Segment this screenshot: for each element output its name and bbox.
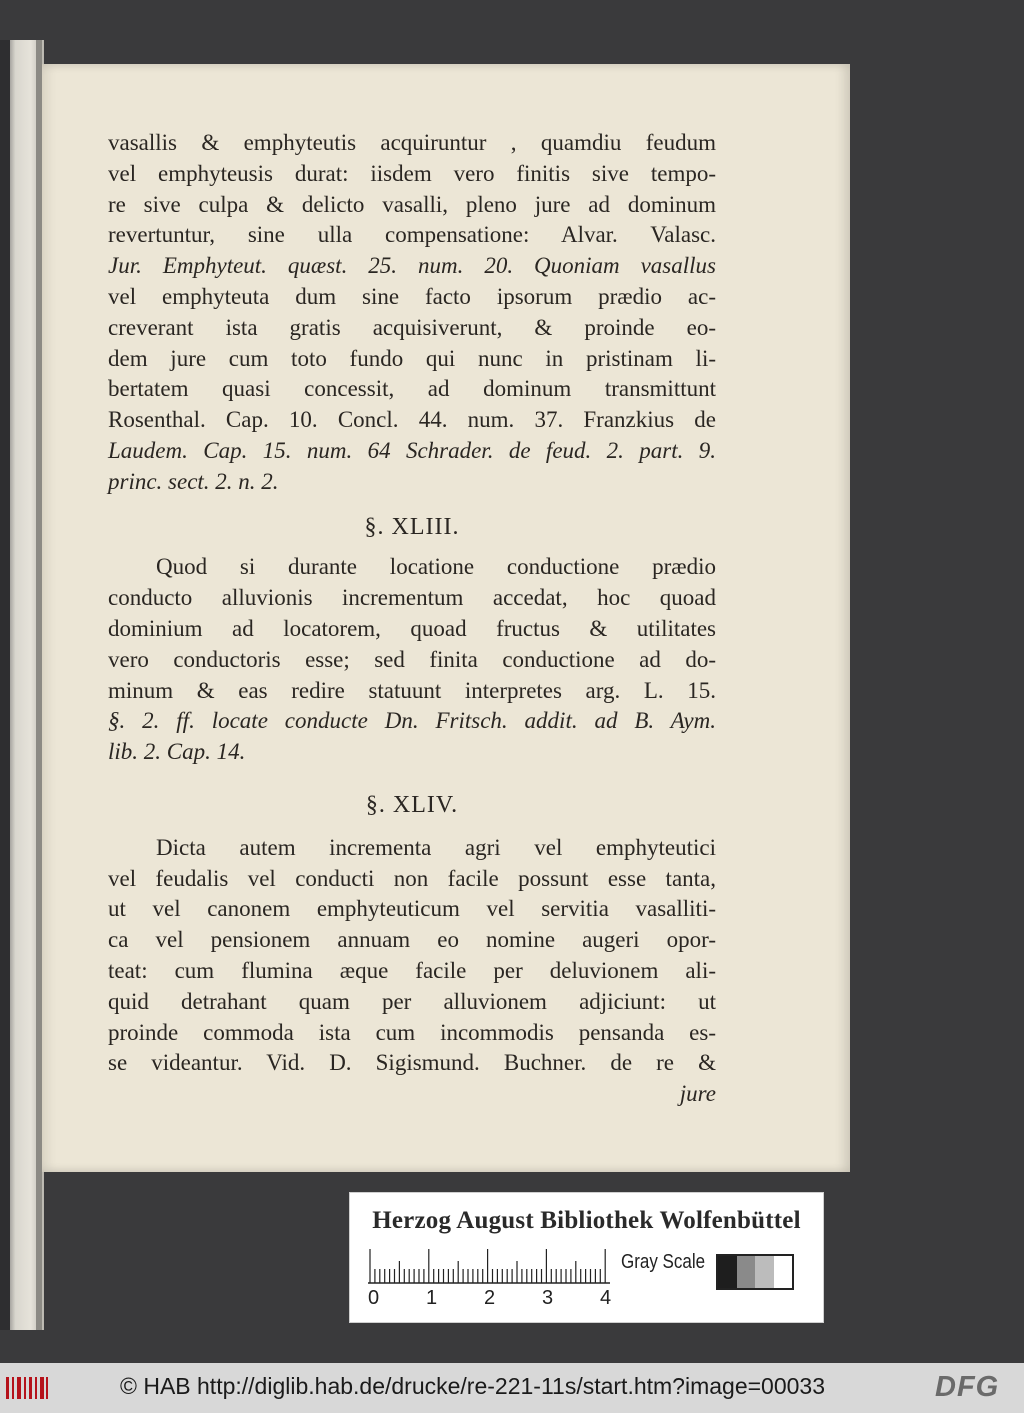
text-line: revertuntur, sine ulla compensatione: Alvar. Valasc. (108, 222, 716, 248)
gray-scale-swatches (716, 1254, 794, 1290)
text-line: Rosenthal. Cap. 10. Concl. 44. num. 37. Franzkius de (108, 407, 716, 433)
gray-swatch-3 (755, 1256, 774, 1288)
ruler-number: 4 (600, 1287, 612, 1309)
section-heading-xliv: §. XLIV. (365, 791, 459, 818)
hab-barcode-icon (6, 1377, 48, 1399)
ruler-scale (368, 1249, 610, 1285)
gray-swatch-4 (774, 1256, 793, 1288)
text-line: vel emphyteuta dum sine facto ipsorum prædio ac- (108, 283, 716, 309)
copyright-url: © HAB http://diglib.hab.de/drucke/re-221-11s/start.htm?image=00033 (120, 1373, 826, 1399)
text-line: lib. 2. Cap. 14. (108, 739, 246, 765)
text-line: quid detrahant quam per alluvionem adjiciunt: ut (108, 988, 716, 1014)
gray-scale-label: Gray Scale (621, 1251, 706, 1273)
text-line: conducto alluvionis incrementum accedat, hoc quoad (108, 585, 716, 611)
text-line: vero conductoris esse; sed finita conductione ad do- (108, 646, 716, 672)
text-line: Jur. Emphyteut. quæst. 25. num. 20. Quoniam vasallus (108, 253, 716, 279)
text-line: vel emphyteusis durat: iisdem vero finitis sive tempo- (108, 160, 716, 186)
dfg-logo: DFG (935, 1371, 1000, 1403)
library-color-label (349, 1192, 824, 1323)
gray-swatch-1 (718, 1256, 737, 1288)
text-line: minum & eas redire statuunt interpretes arg. L. 15. (108, 677, 716, 703)
library-name: Herzog August Bibliothek Wolfenbüttel (372, 1207, 801, 1234)
text-line: Dicta autem incrementa agri vel emphyteutici (156, 834, 716, 860)
ruler-numbers (360, 1287, 620, 1311)
ruler-number: 3 (542, 1287, 554, 1309)
text-line: ut vel canonem emphyteuticum vel servitia vasalliti- (108, 896, 716, 922)
text-line: Laudem. Cap. 15. num. 64 Schrader. de feud. 2. part. 9. (108, 437, 716, 463)
ruler-number: 2 (484, 1287, 496, 1309)
catchword: jure (679, 1081, 716, 1107)
book-binding-strip (0, 40, 10, 1330)
footer-bar (0, 1363, 1024, 1413)
text-line: bertatem quasi concessit, ad dominum transmittunt (108, 376, 716, 402)
text-line: dominium ad locatorem, quoad fructus & utilitates (108, 615, 716, 641)
text-line: vasallis & emphyteutis acquiruntur , quamdiu feudum (108, 130, 716, 155)
gray-swatch-2 (737, 1256, 756, 1288)
book-left-edge (0, 40, 44, 1330)
text-line: teat: cum flumina æque facile per deluvionem ali- (108, 957, 716, 983)
text-line: proinde commoda ista cum incommodis pensanda es- (108, 1019, 716, 1045)
page-text-block (108, 128, 716, 1110)
text-line: re sive culpa & delicto vasalli, pleno jure ad dominum (108, 191, 716, 217)
text-line: §. 2. ff. locate conducte Dn. Fritsch. addit. ad B. Aym. (108, 708, 716, 734)
text-line: princ. sect. 2. n. 2. (108, 468, 279, 494)
text-line: se videantur. Vid. D. Sigismund. Buchner. de re & (108, 1050, 716, 1076)
text-line: ca vel pensionem annuam eo nomine augeri opor- (108, 927, 716, 953)
ruler-number: 1 (426, 1287, 438, 1309)
text-line: vel feudalis vel conducti non facile possunt esse tanta, (108, 865, 716, 891)
section-heading-xliii: §. XLIII. (364, 513, 460, 540)
ruler-number: 0 (368, 1287, 380, 1309)
text-line: creverant ista gratis acquisiverunt, & proinde eo- (108, 314, 716, 340)
text-line: dem jure cum toto fundo qui nunc in pristinam li- (108, 345, 716, 371)
text-line: Quod si durante locatione conductione prædio (156, 554, 716, 580)
